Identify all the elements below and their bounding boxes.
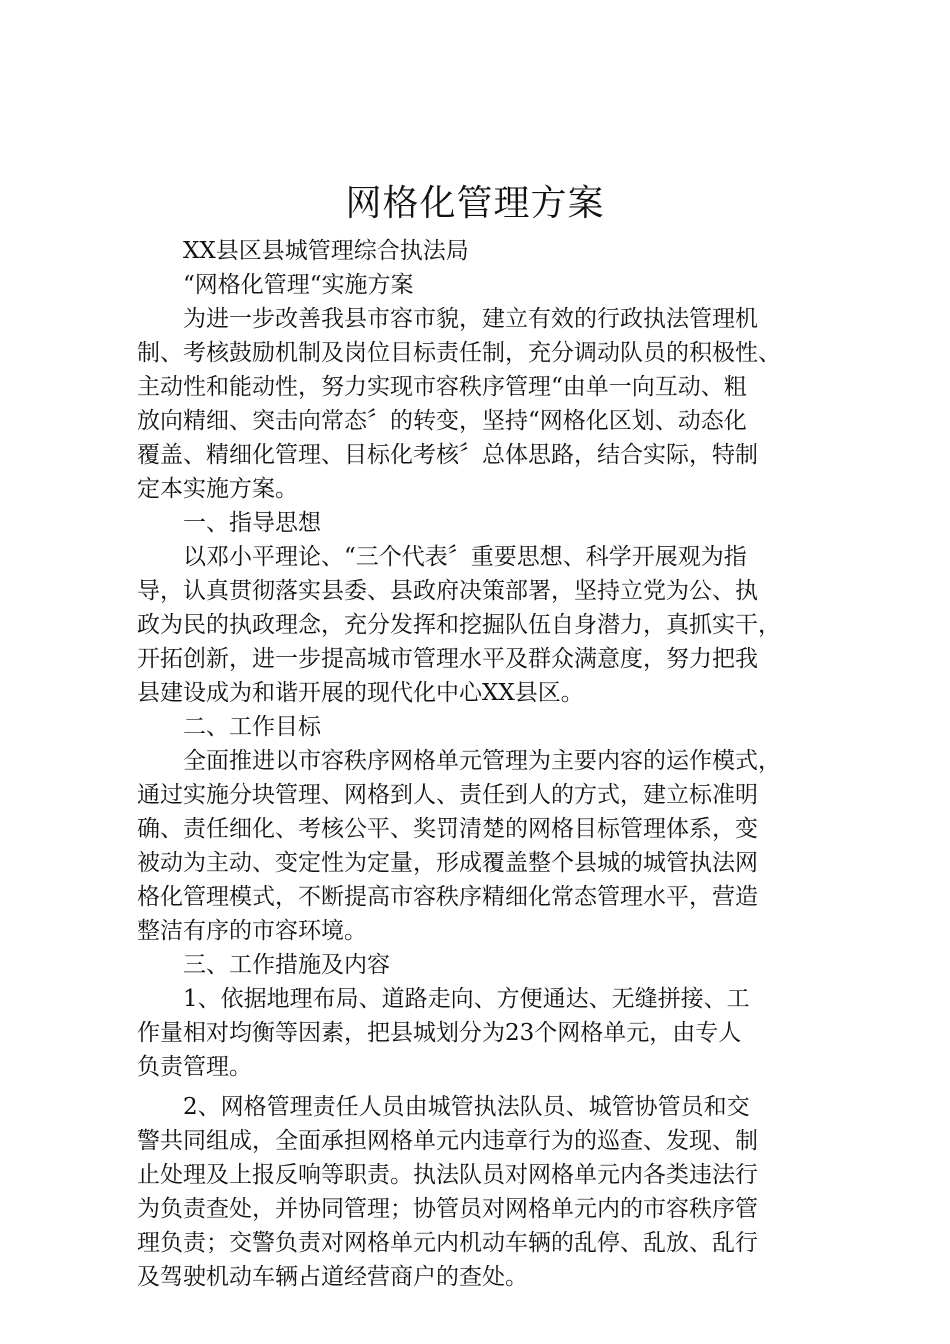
text-line: 一、指导思想 bbox=[183, 510, 321, 536]
text-line: 为负责查处，并协同管理；协管员对网格单元内的市容秩序管 bbox=[137, 1196, 758, 1222]
text-line: 整洁有序的市容环境。 bbox=[137, 918, 367, 944]
paragraph bbox=[137, 540, 827, 710]
document-title: 网格化管理方案 bbox=[345, 183, 605, 224]
text-line: 负责管理。 bbox=[137, 1054, 252, 1080]
text-line: 确、责任细化、考核公平、奖罚清楚的网格目标管理体系，变 bbox=[137, 816, 758, 842]
text-line: 1、依据地理布局、道路走向、方便通达、无缝拼接、工 bbox=[183, 986, 750, 1012]
paragraph bbox=[137, 234, 827, 268]
text-line: 理负责；交警负责对网格单元内机动车辆的乱停、乱放、乱行 bbox=[137, 1230, 758, 1256]
paragraph bbox=[137, 710, 827, 744]
text-line: 止处理及上报反响等职责。执法队员对网格单元内各类违法行 bbox=[137, 1162, 758, 1188]
text-line: “网格化管理“实施方案 bbox=[183, 272, 414, 298]
text-line: XX县区县城管理综合执法局 bbox=[183, 238, 469, 264]
text-line: 格化管理模式，不断提高市容秩序精细化常态管理水平，营造 bbox=[137, 884, 758, 910]
text-line: 三、工作措施及内容 bbox=[183, 952, 390, 978]
document-body bbox=[137, 234, 827, 1294]
text-line: 为进一步改善我县市容市貌，建立有效的行政执法管理机 bbox=[183, 306, 758, 332]
paragraph bbox=[137, 506, 827, 540]
text-line: 作量相对均衡等因素，把县城划分为23个网格单元，由专人 bbox=[137, 1020, 742, 1046]
paragraph bbox=[137, 1090, 827, 1294]
text-line: 被动为主动、变定性为定量，形成覆盖整个县城的城管执法网 bbox=[137, 850, 758, 876]
paragraph bbox=[137, 268, 827, 302]
text-line: 放向精细、突击向常态〞的转变，坚持“网格化区划、动态化 bbox=[137, 408, 747, 434]
paragraph bbox=[137, 982, 827, 1084]
text-line: 覆盖、精细化管理、目标化考核〞总体思路，结合实际，特制 bbox=[137, 442, 758, 468]
text-line: 警共同组成，全面承担网格单元内违章行为的巡查、发现、制 bbox=[137, 1128, 758, 1154]
text-line: 主动性和能动性，努力实现市容秩序管理“由单一向互动、粗 bbox=[137, 374, 747, 400]
text-line: 定本实施方案。 bbox=[137, 476, 298, 502]
paragraph bbox=[137, 744, 827, 948]
text-line: 导，认真贯彻落实县委、县政府决策部署，坚持立党为公、执 bbox=[137, 578, 758, 604]
text-line: 全面推进以市容秩序网格单元管理为主要内容的运作模式， bbox=[183, 748, 781, 774]
text-line: 开拓创新，进一步提高城市管理水平及群众满意度，努力把我 bbox=[137, 646, 758, 672]
text-line: 县建设成为和谐开展的现代化中心XX县区。 bbox=[137, 680, 584, 706]
paragraph bbox=[137, 948, 827, 982]
text-line: 二、工作目标 bbox=[183, 714, 321, 740]
text-line: 通过实施分块管理、网格到人、责任到人的方式，建立标准明 bbox=[137, 782, 758, 808]
text-line: 2、网格管理责任人员由城管执法队员、城管协管员和交 bbox=[183, 1094, 750, 1120]
paragraph bbox=[137, 302, 827, 506]
text-line: 政为民的执政理念，充分发挥和挖掘队伍自身潜力，真抓实干， bbox=[137, 612, 781, 638]
text-line: 以邓小平理论、“三个代表〞重要思想、科学开展观为指 bbox=[183, 544, 747, 570]
text-line: 及驾驶机动车辆占道经营商户的查处。 bbox=[137, 1264, 528, 1290]
text-line: 制、考核鼓励机制及岗位目标责任制，充分调动队员的积极性、 bbox=[137, 340, 781, 366]
